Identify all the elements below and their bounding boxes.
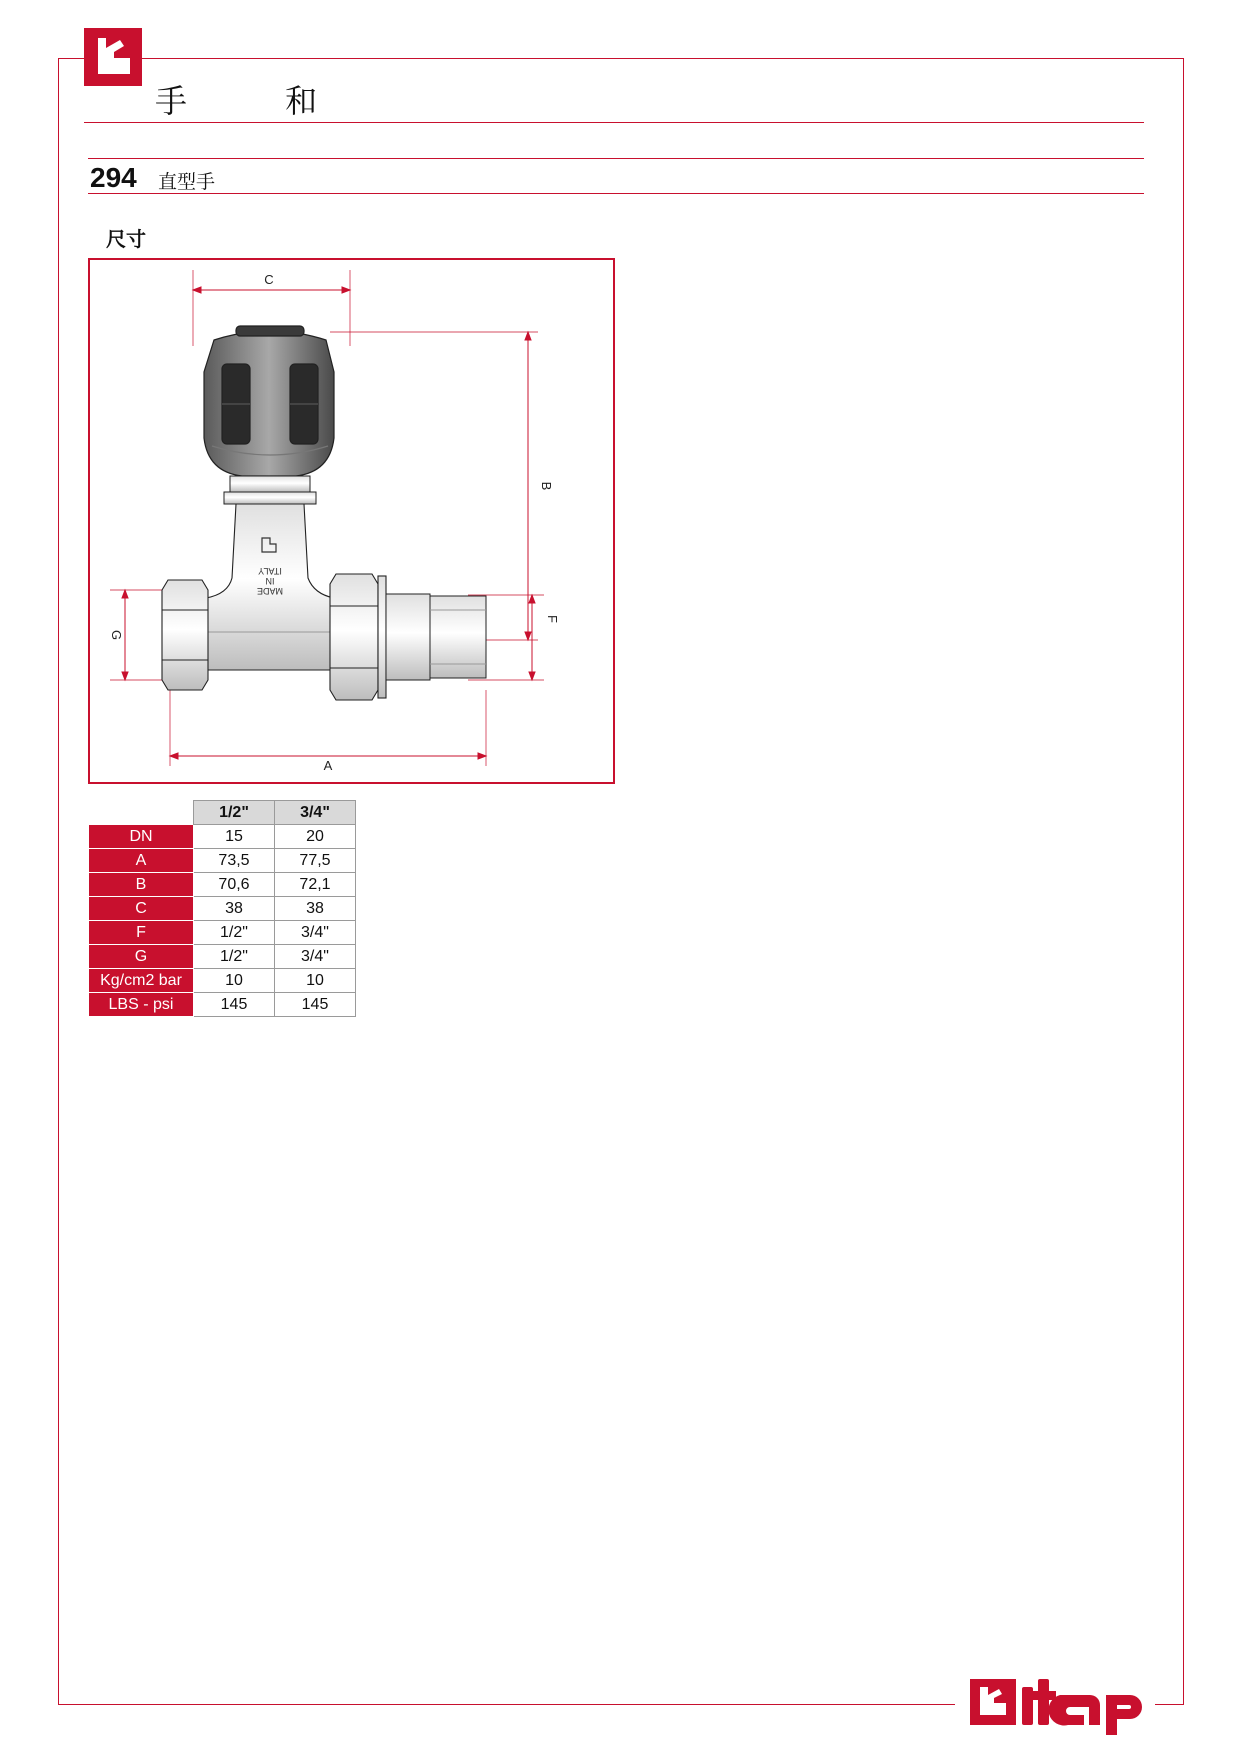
row-label: F: [89, 921, 194, 945]
cell-value: 38: [275, 897, 356, 921]
body-text-in: IN: [265, 576, 275, 586]
spec-col-header: 1/2": [194, 801, 275, 825]
cell-value: 10: [194, 969, 275, 993]
body-text-italy: ITALY: [258, 566, 282, 576]
footer-brand-logo-icon: [968, 1665, 1144, 1741]
valve-cap: [204, 326, 334, 476]
cell-value: 15: [194, 825, 275, 849]
cell-value: 10: [275, 969, 356, 993]
dim-label-b: B: [539, 481, 554, 491]
spec-table: [88, 800, 356, 1017]
row-label: LBS - psi: [89, 993, 194, 1017]
row-label: G: [89, 945, 194, 969]
cell-value: 1/2": [194, 945, 275, 969]
row-label: B: [89, 873, 194, 897]
section-label-dimensions: 尺寸: [106, 227, 146, 251]
spec-table-header-row: [89, 801, 356, 825]
valve-stem: [224, 476, 316, 504]
row-label: C: [89, 897, 194, 921]
dim-label-c: C: [264, 272, 274, 287]
product-bottom-rule: [88, 193, 1144, 194]
header-rule: [84, 122, 1144, 123]
cell-value: 145: [275, 993, 356, 1017]
right-union-nut: [330, 574, 386, 700]
cell-value: 20: [275, 825, 356, 849]
cell-value: 72,1: [275, 873, 356, 897]
cell-value: 1/2": [194, 921, 275, 945]
cell-value: 77,5: [275, 849, 356, 873]
tailpiece: [386, 594, 486, 680]
spec-table-corner: [89, 801, 194, 825]
left-hex-nut: [162, 580, 208, 690]
product-top-rule: [88, 158, 1144, 159]
table-row: [89, 993, 356, 1017]
dim-label-g: G: [109, 629, 124, 641]
table-row: [89, 897, 356, 921]
technical-drawing: [88, 258, 615, 784]
spec-col-header: 3/4": [275, 801, 356, 825]
brand-logo-icon: [84, 28, 142, 86]
cell-value: 3/4": [275, 945, 356, 969]
row-label: Kg/cm2 bar: [89, 969, 194, 993]
table-row: [89, 873, 356, 897]
product-number: 294: [90, 162, 137, 193]
row-label: A: [89, 849, 194, 873]
product-name: 直型手: [158, 171, 216, 193]
cell-value: 70,6: [194, 873, 275, 897]
dim-label-f: F: [545, 615, 560, 623]
cell-value: 3/4": [275, 921, 356, 945]
cell-value: 73,5: [194, 849, 275, 873]
page-title: 手 和: [155, 82, 362, 120]
table-row: [89, 849, 356, 873]
cell-value: 38: [194, 897, 275, 921]
dim-label-a: A: [323, 758, 333, 773]
table-row: [89, 921, 356, 945]
table-row: [89, 945, 356, 969]
row-label: DN: [89, 825, 194, 849]
table-row: [89, 969, 356, 993]
table-row: [89, 825, 356, 849]
body-text-made: MADE: [256, 586, 284, 596]
cell-value: 145: [194, 993, 275, 1017]
